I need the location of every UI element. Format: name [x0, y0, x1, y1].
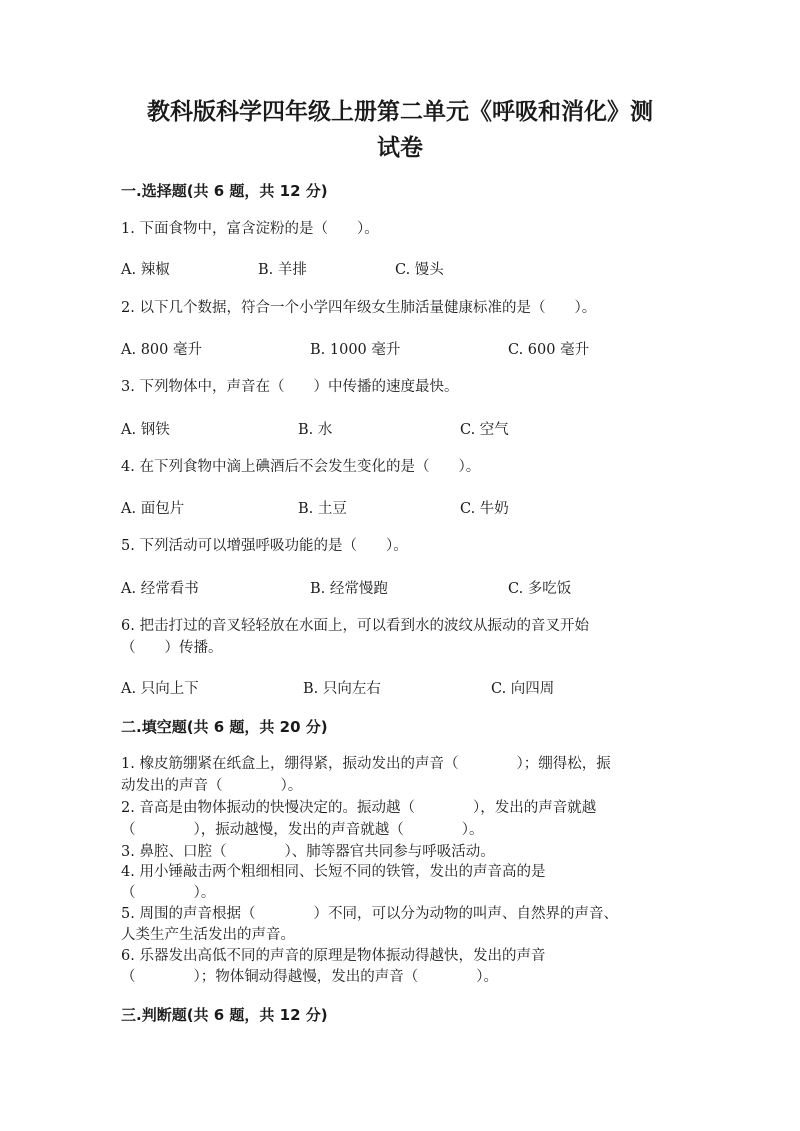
section2-heading: 二.填空题(共 6 题，共 20 分) [121, 718, 328, 736]
question-4: 4. 在下列食物中滴上碘酒后不会发生变化的是（ ）。 [121, 459, 481, 475]
q1-option-a: A. 辣椒 [121, 262, 170, 278]
q2-option-c: C. 600 毫升 [508, 342, 590, 358]
q1-option-c: C. 馒头 [395, 262, 444, 278]
exam-title [100, 94, 700, 166]
fill-blank-1-line2: 动发出的声音（ ）。 [121, 778, 303, 794]
exam-title-line2: 试卷 [377, 135, 423, 161]
question-3: 3. 下列物体中，声音在（ ）中传播的速度最快。 [121, 379, 459, 395]
question-1: 1. 下面食物中，富含淀粉的是（ ）。 [121, 221, 379, 237]
section1-heading: 一.选择题(共 6 题，共 12 分) [121, 182, 328, 200]
q5-option-c: C. 多吃饭 [508, 581, 572, 597]
q6-option-c: C. 向四周 [491, 681, 555, 697]
fill-blank-6-line2: （ ）；物体铜动得越慢，发出的声音（ ）。 [121, 969, 498, 985]
fill-blank-4-line2: （ ）。 [121, 885, 216, 901]
question-6-line1: 6. 把击打过的音叉轻轻放在水面上，可以看到水的波纹从振动的音叉开始 [121, 618, 589, 634]
fill-blank-3: 3. 鼻腔、口腔（ ）、肺等器官共同参与呼吸活动。 [121, 844, 495, 860]
fill-blank-2-line1: 2. 音高是由物体振动的快慢决定的。振动越（ ），发出的声音就越 [121, 800, 597, 816]
q2-option-b: B. 1000 毫升 [310, 342, 401, 358]
q3-option-a: A. 钢铁 [121, 422, 170, 438]
question-2: 2. 以下几个数据，符合一个小学四年级女生肺活量健康标准的是（ ）。 [121, 300, 597, 316]
fill-blank-5-line2: 人类生产生活发出的声音。 [121, 927, 295, 943]
fill-blank-2-line2: （ ），振动越慢，发出的声音就越（ ）。 [121, 822, 484, 838]
q2-option-a: A. 800 毫升 [121, 342, 202, 358]
q3-option-b: B. 水 [298, 422, 333, 438]
fill-blank-1-line1: 1. 橡皮筋绷紧在纸盒上，绷得紧，振动发出的声音（ ）；绷得松，振 [121, 756, 611, 772]
fill-blank-4-line1: 4. 用小锤敲击两个粗细相同、长短不同的铁管，发出的声音高的是 [121, 864, 546, 880]
q6-option-b: B. 只向左右 [303, 681, 381, 697]
q4-option-a: A. 面包片 [121, 501, 185, 517]
question-5: 5. 下列活动可以增强呼吸功能的是（ ）。 [121, 538, 408, 554]
exam-title-line1: 教科版科学四年级上册第二单元《呼吸和消化》测 [147, 99, 653, 125]
q1-option-b: B. 羊排 [258, 262, 307, 278]
q4-option-b: B. 土豆 [298, 501, 347, 517]
fill-blank-6-line1: 6. 乐器发出高低不同的声音的原理是物体振动得越快，发出的声音 [121, 948, 546, 964]
q5-option-b: B. 经常慢跑 [310, 581, 388, 597]
fill-blank-5-line1: 5. 周围的声音根据（ ）不同，可以分为动物的叫声、自然界的声音、 [121, 906, 618, 922]
q6-option-a: A. 只向上下 [121, 681, 199, 697]
question-6-line2: （ ）传播。 [121, 640, 223, 656]
q5-option-a: A. 经常看书 [121, 581, 199, 597]
section3-heading: 三.判断题(共 6 题，共 12 分) [121, 1006, 328, 1024]
q3-option-c: C. 空气 [460, 422, 509, 438]
question-6 [121, 615, 589, 659]
q4-option-c: C. 牛奶 [460, 501, 509, 517]
